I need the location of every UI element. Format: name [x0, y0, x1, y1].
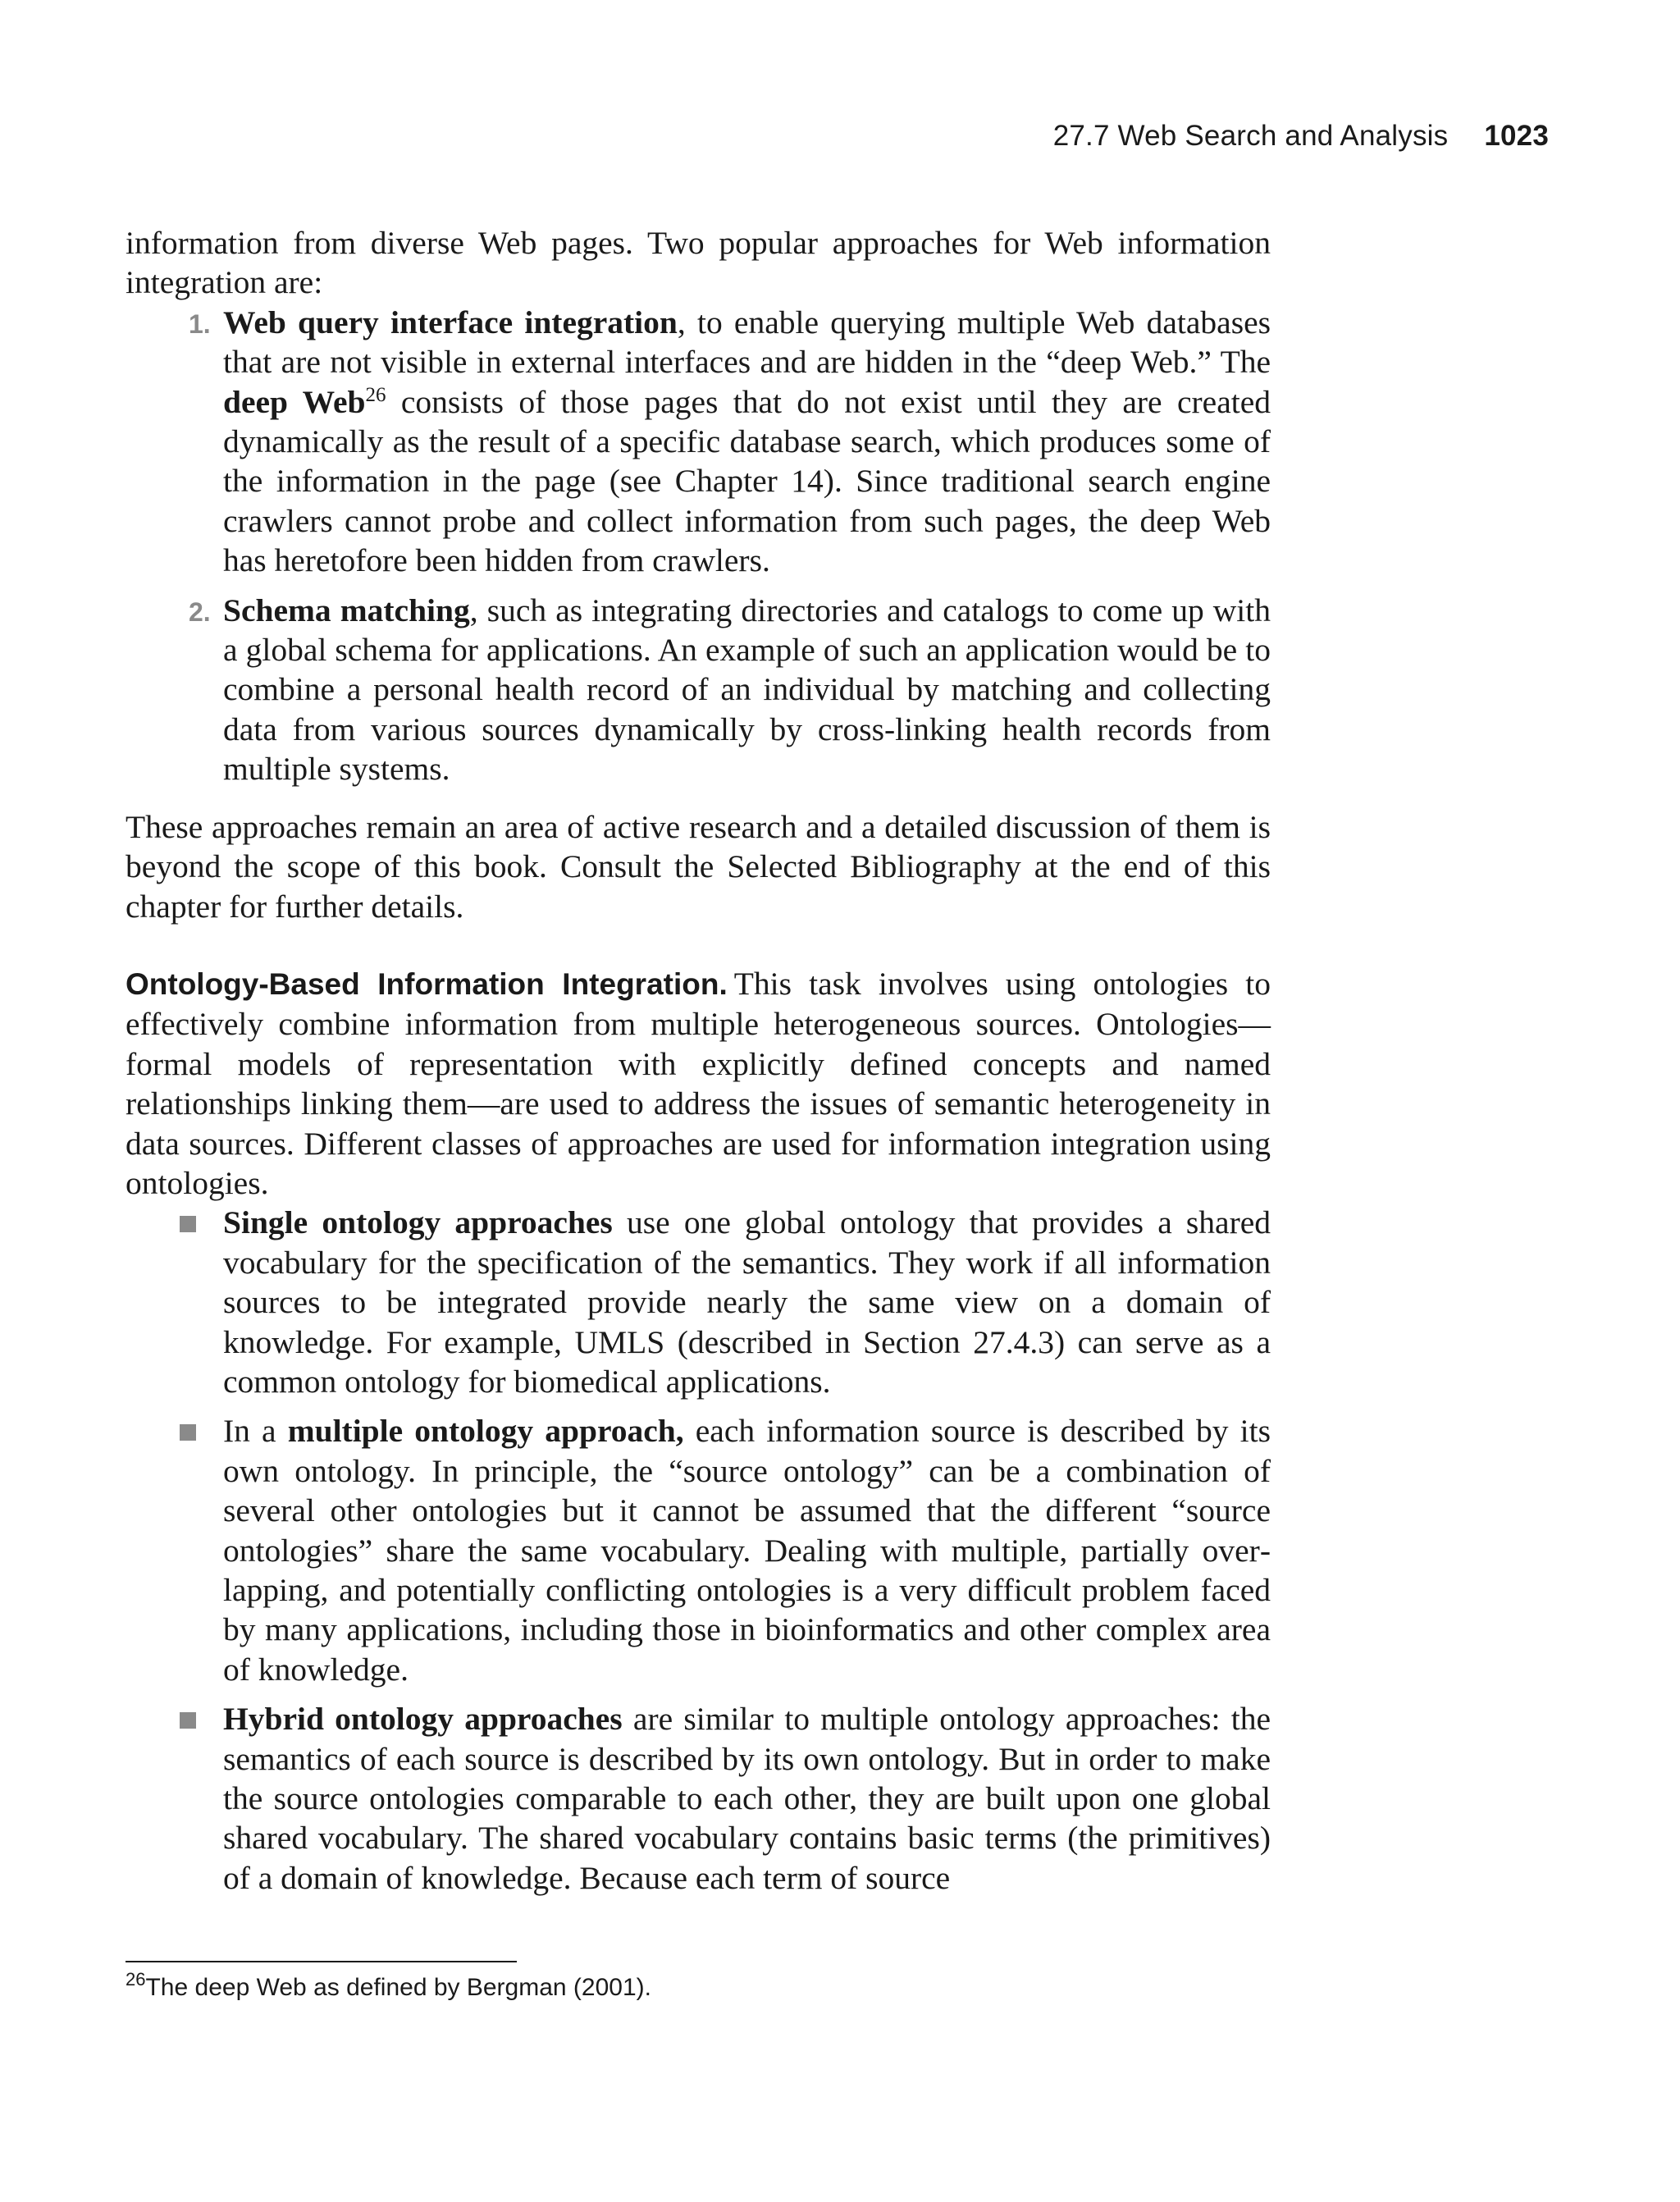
running-head-section: 27.7 Web Search and Analysis — [1052, 120, 1449, 152]
item-text: consists of those pages that do not exist until they are created dynamically as the result of a specific database search, which produces some of the information in the page (see Chapter 14). Since traditional search engine crawlers cannot probe and collect information from such pages, the deep Web has heretofore been hidden from crawlers. — [223, 383, 1271, 579]
body-text — [126, 223, 1271, 1916]
square-bullet-icon — [180, 1216, 196, 1232]
term-schema-matching: Schema matching — [223, 592, 470, 628]
footnote — [126, 1971, 651, 2004]
square-bullet-icon — [180, 1424, 196, 1441]
running-head — [1053, 120, 1549, 153]
square-bullet-icon — [180, 1712, 196, 1729]
approaches-paragraph: These approaches remain an area of active research and a detailed discussion of them is beyond the scope of this book. Consult the Selected Bibliography at the end of this chapter for further details. — [126, 808, 1271, 925]
bullet-item-multiple-ontology — [223, 1411, 1271, 1689]
numbered-item-2 — [189, 591, 1271, 789]
section-text: This task involves using ontologies to effectively combine information from multiple heterogeneous sources. Ontologies—formal models of representation with explicitly defined concepts and named relationships linking them—are used to address the issues of semantic heterogeneity in data sources. Different classes of approaches are used for information integration using ontologies. — [126, 965, 1271, 1201]
ontology-paragraph — [126, 964, 1271, 1203]
bullet-list — [126, 1203, 1271, 1898]
footnote-ref: 26 — [365, 383, 386, 406]
numbered-list — [126, 303, 1271, 789]
section-heading: Ontology-Based Information Integration. — [126, 966, 728, 1001]
footnote-divider — [126, 1961, 517, 1962]
numbered-item-1 — [189, 303, 1271, 581]
item-text: are similar to multiple ontology approaches: the semantics of each source is described by its own ontology. But in order to make the source ontologies comparable to each other, they are built upon one global shared vocabulary. The shared vocabulary contains basic terms (the primitives) of a domain of knowledge. Because each term of source — [223, 1701, 1271, 1896]
footnote-text: The deep Web as defined by Bergman (2001). — [145, 1974, 651, 2001]
intro-paragraph: information from diverse Web pages. Two popular approaches for Web information integration are: — [126, 225, 1271, 301]
item-text: each information source is described by its own ontology. In principle, the “source ontology” can be a combination of several other ontologies but it cannot be assumed that the different “source ontologies” share the same vocabulary. Dealing with multiple, partially overlapping, and potentially conflicting ontologies is a very difficult problem faced by many applications, including those in bioinformatics and other complex area of knowledge. — [223, 1413, 1271, 1688]
item-number: 1. — [189, 308, 211, 339]
bullet-item-single-ontology — [223, 1203, 1271, 1401]
item-lead: In a — [223, 1413, 288, 1450]
term-web-query-interface-integration: Web query interface integration — [223, 304, 678, 340]
item-number: 2. — [189, 596, 211, 627]
bullet-item-hybrid-ontology — [223, 1699, 1271, 1898]
item-text: , to enable querying multiple Web databases that are not visible in external interfaces and are hidden in the “deep Web.” The — [223, 304, 1271, 381]
page-number: 1023 — [1484, 120, 1549, 152]
term-single-ontology-approaches: Single ontology approaches — [223, 1204, 613, 1241]
term-multiple-ontology-approach: multiple ontology approach, — [287, 1413, 684, 1450]
footnote-number: 26 — [126, 1969, 146, 1990]
item-text: use one global ontology that provides a shared vocabulary for the specification of the semantics. They work if all information sources to be integrated provide nearly the same view on a domain of knowledge. For example, UMLS (described in Section 27.4.3) can serve as a common ontology for biomedical applications. — [223, 1204, 1271, 1400]
term-hybrid-ontology-approaches: Hybrid ontology approaches — [223, 1701, 623, 1738]
item-text: , such as integrating directories and catalogs to come up with a global schema for applications. An example of such an application would be to combine a personal health record of an individual by matching and collecting data from various sources dynamically by cross-linking health records from multiple systems. — [223, 592, 1271, 788]
term-deep-web: deep Web — [223, 383, 366, 420]
